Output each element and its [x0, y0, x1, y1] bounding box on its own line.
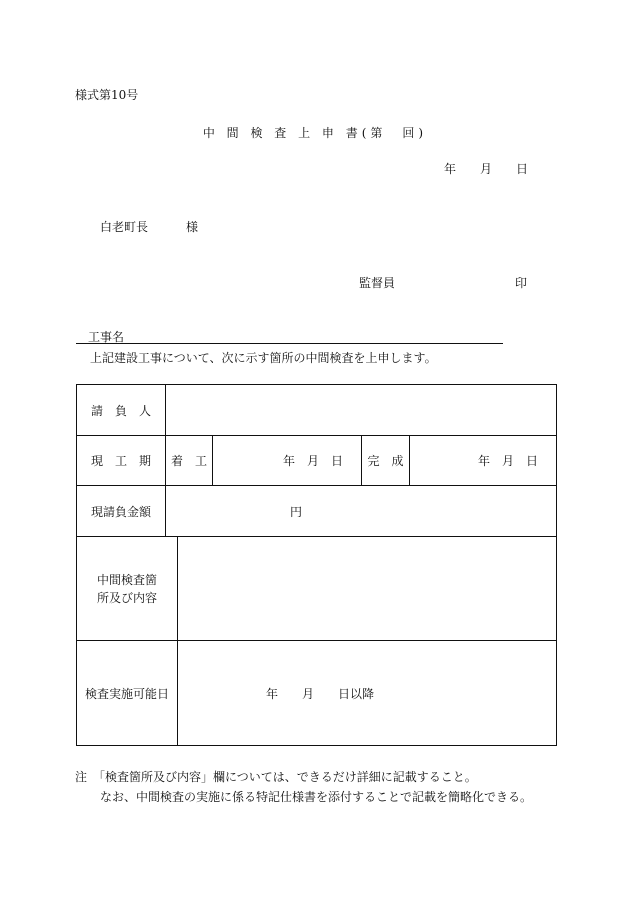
seal-mark: 印 [515, 276, 528, 290]
addressee-honorific: 様 [186, 220, 199, 234]
start-label: 着 工 [170, 454, 207, 468]
date-month: 月 [480, 162, 493, 176]
inspection-label [77, 537, 177, 640]
addressee-name: 白老町長 [100, 220, 149, 234]
project-name-field[interactable] [76, 332, 503, 344]
amount-label: 現請負金額 [90, 504, 151, 519]
intro-text: 上記建設工事について、次に示す箇所の中間検査を上申します。 [90, 351, 437, 365]
available-date-label: 検査実施可能日 [84, 686, 169, 701]
inspection-label-line1: 中間検査箇 [96, 572, 157, 587]
inspection-table [76, 384, 557, 746]
inspection-field[interactable] [178, 537, 556, 640]
form-number: 様式第10号 [75, 88, 139, 102]
completion-date-field[interactable]: 年 月 日 [477, 454, 538, 468]
inspection-label-line2: 所及び内容 [96, 590, 157, 605]
contractor-label: 請 負 人 [90, 403, 151, 418]
addressee [100, 218, 198, 235]
date-line [444, 160, 528, 177]
completion-label: 完 成 [367, 454, 404, 468]
supervisor-label: 監督員 [359, 276, 396, 290]
project-name-label: 工事名 [88, 330, 125, 344]
amount-field[interactable]: 円 [290, 504, 303, 519]
note-line-2: なお、中間検査の実施に係る特記仕様書を添付することで記載を簡略化できる。 [100, 790, 533, 804]
contractor-field[interactable] [166, 385, 556, 435]
available-date-field[interactable]: 年 月 日以降 [266, 686, 375, 701]
period-label: 現 工 期 [90, 454, 151, 468]
document-title: 中 間 検 査 上 申 書(第 回) [202, 126, 428, 140]
start-date-field[interactable]: 年 月 日 [282, 454, 343, 468]
date-year: 年 [444, 162, 457, 176]
note-line-1: 注 「検査箇所及び内容」欄については、できるだけ詳細に記載すること。 [75, 770, 477, 784]
date-day: 日 [516, 162, 529, 176]
